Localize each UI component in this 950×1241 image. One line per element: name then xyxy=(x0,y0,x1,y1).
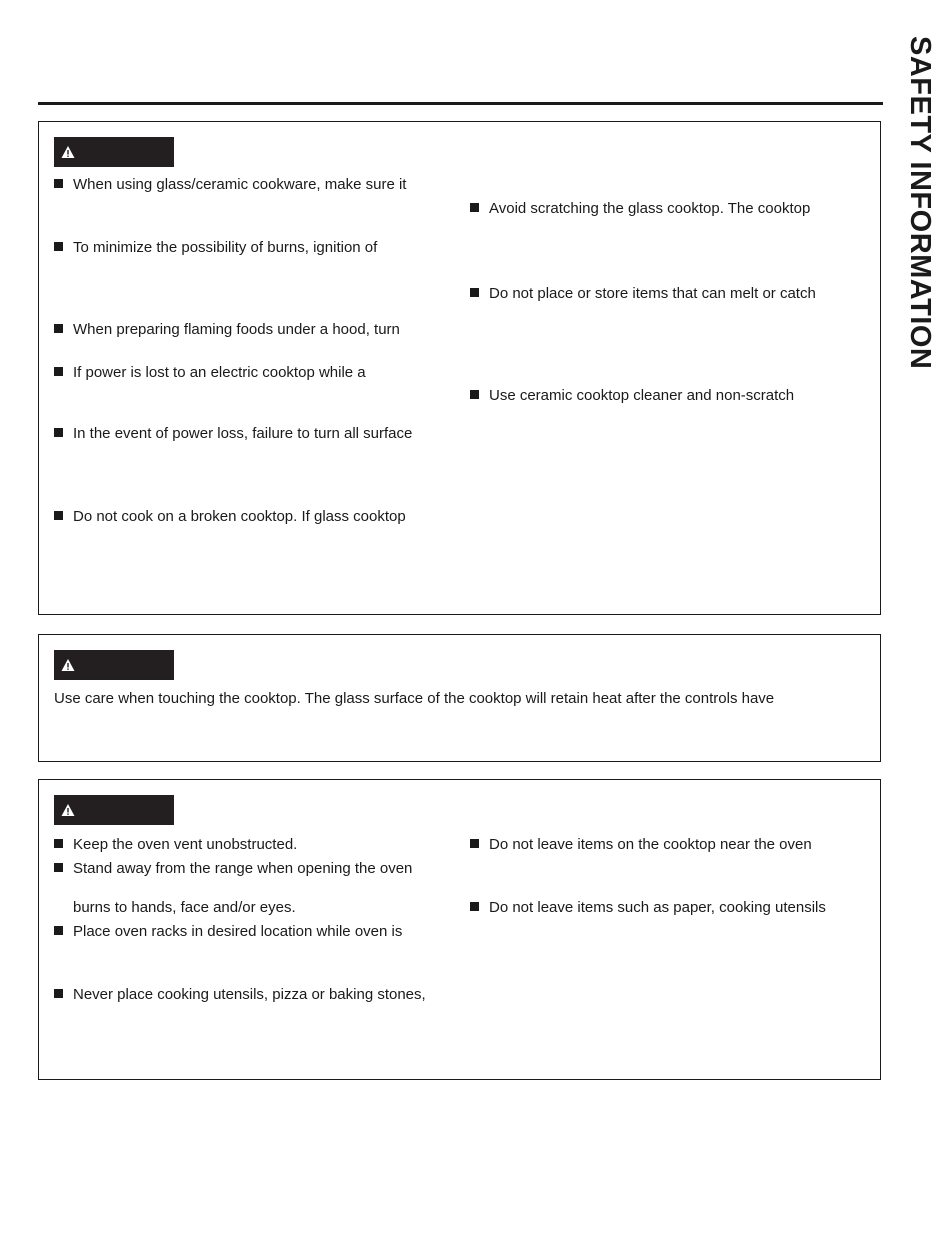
list-item: Place oven racks in desired location while oven is xyxy=(54,923,402,941)
list-item: To minimize the possibility of burns, ignition of xyxy=(54,239,377,257)
list-item: Do not cook on a broken cooktop. If glass cooktop xyxy=(54,508,406,526)
list-item-continuation: burns to hands, face and/or eyes. xyxy=(73,899,296,916)
top-rule xyxy=(38,102,883,105)
oven-warning-box xyxy=(38,779,881,1080)
list-item: Do not leave items such as paper, cooking utensils xyxy=(470,899,826,917)
bullet-icon xyxy=(470,902,479,911)
bullet-icon xyxy=(54,863,63,872)
bullet-icon xyxy=(54,839,63,848)
warning-label xyxy=(54,795,174,825)
list-item: If power is lost to an electric cooktop while a xyxy=(54,364,366,382)
cooktop-heat-warning-box xyxy=(38,634,881,762)
list-item: Do not leave items on the cooktop near the oven xyxy=(470,836,812,854)
bullet-icon xyxy=(470,390,479,399)
warning-text: Use care when touching the cooktop. The glass surface of the cooktop will retain heat after the controls have xyxy=(54,690,775,707)
bullet-icon xyxy=(54,367,63,376)
list-item: Use ceramic cooktop cleaner and non-scratch xyxy=(470,387,794,405)
list-item: Keep the oven vent unobstructed. xyxy=(54,836,297,854)
warning-triangle-icon xyxy=(61,145,75,159)
list-item: When preparing flaming foods under a hood, turn xyxy=(54,321,400,339)
warning-label xyxy=(54,650,174,680)
bullet-icon xyxy=(54,428,63,437)
bullet-icon xyxy=(470,839,479,848)
list-item: Stand away from the range when opening the oven xyxy=(54,860,412,878)
bullet-icon xyxy=(54,511,63,520)
warning-label xyxy=(54,137,174,167)
list-item: Avoid scratching the glass cooktop. The cooktop xyxy=(470,200,810,218)
bullet-icon xyxy=(470,203,479,212)
bullet-icon xyxy=(54,324,63,333)
list-item: Never place cooking utensils, pizza or baking stones, xyxy=(54,986,426,1004)
list-item: When using glass/ceramic cookware, make sure it xyxy=(54,176,406,194)
warning-triangle-icon xyxy=(61,658,75,672)
cooktop-warning-box xyxy=(38,121,881,615)
side-title: SAFETY INFORMATION xyxy=(904,36,936,370)
bullet-icon xyxy=(54,242,63,251)
list-item: In the event of power loss, failure to turn all surface xyxy=(54,425,412,443)
bullet-icon xyxy=(54,179,63,188)
bullet-icon xyxy=(54,989,63,998)
bullet-icon xyxy=(470,288,479,297)
warning-triangle-icon xyxy=(61,803,75,817)
bullet-icon xyxy=(54,926,63,935)
list-item: Do not place or store items that can melt or catch xyxy=(470,285,816,303)
